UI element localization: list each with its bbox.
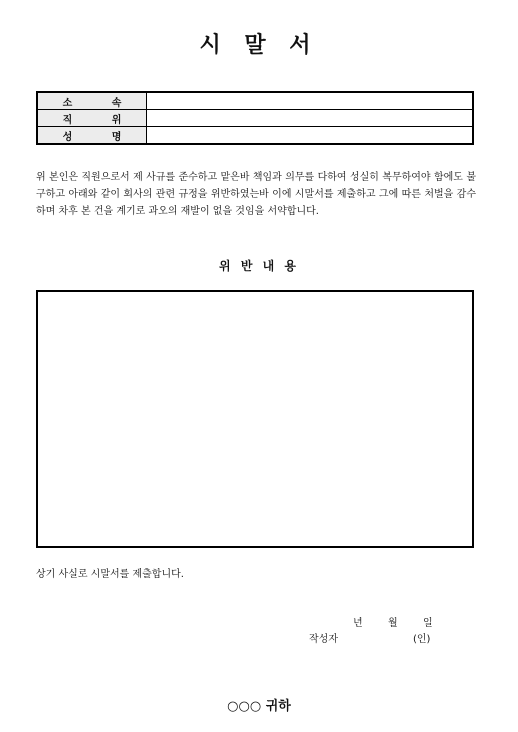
date-month-label: 월 — [388, 618, 398, 629]
seal-mark: (인) — [413, 634, 431, 645]
position-label: 직 위 — [37, 110, 147, 127]
name-field[interactable] — [147, 127, 474, 145]
position-field[interactable] — [147, 110, 474, 127]
department-label: 소 속 — [37, 92, 147, 110]
date-day-label: 일 — [423, 618, 433, 629]
department-field[interactable] — [147, 92, 474, 110]
violation-details-box[interactable] — [36, 290, 474, 548]
info-table — [36, 91, 474, 145]
pledge-paragraph: 위 본인은 직원으로서 제 사규를 준수하고 맡은바 책임과 의무를 다하여 성실히 복무하여야 함에도 불구하고 아래와 같이 회사의 관련 규정을 위반하였는바 이에 시말서를 제출하고 그에 따른 처벌을 감수하며 차후 본 건을 계기로 과오의 재발이 없을 것임을 서약합니다. — [36, 172, 476, 217]
name-label: 성 명 — [37, 127, 147, 145]
violation-section-title: 위 반 내 용 — [219, 259, 299, 273]
recipient-line: ○○○ 귀하 — [227, 699, 291, 714]
date-year-label: 년 — [353, 618, 363, 629]
info-row-department — [37, 92, 473, 110]
info-row-name — [37, 127, 473, 145]
author-label: 작성자 — [309, 634, 338, 645]
info-row-position — [37, 110, 473, 127]
document-title: 시 말 서 — [199, 33, 319, 58]
submit-statement: 상기 사실로 시말서를 제출합니다. — [36, 569, 184, 580]
